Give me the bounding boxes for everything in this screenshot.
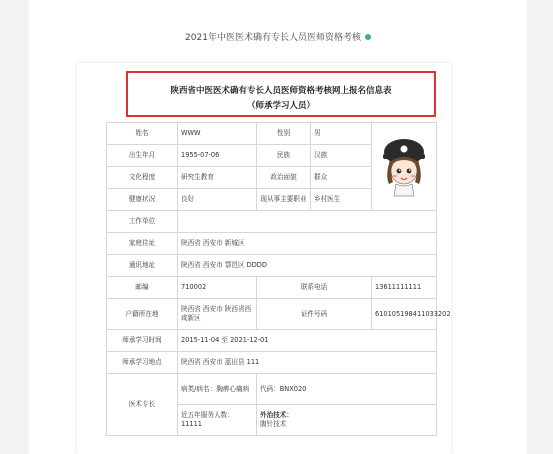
table-row — [107, 211, 437, 233]
ethnicity-label: 民族 — [257, 145, 311, 167]
hukou-label: 户籍所在地 — [107, 299, 178, 330]
study-time-value: 2015-11-04 至 2021-12-01 — [178, 330, 437, 352]
employer-label: 工作单位 — [107, 211, 178, 233]
info-table — [106, 122, 451, 436]
technique-label: 外治技术： — [260, 411, 293, 419]
specialty-label: 医术专长 — [107, 374, 178, 436]
phone-value: 13611111111 — [372, 277, 437, 299]
hukou-value: 陕西省 西安市 陕西省西咸新区 — [178, 299, 257, 330]
code-value: BNX020 — [279, 384, 307, 393]
education-label: 文化程度 — [107, 167, 178, 189]
code-label: 代码： — [260, 384, 280, 393]
name-label: 姓名 — [107, 123, 178, 145]
service-label: 近五年服务人数： — [181, 411, 234, 419]
job-label: 现从事主要职业 — [257, 189, 311, 211]
table-row — [107, 233, 437, 255]
mail-value: 陕西省 西安市 鄠邑区 DDDD — [178, 255, 437, 277]
table-row — [107, 277, 437, 299]
table-row — [107, 374, 437, 405]
disease-cell — [178, 374, 257, 405]
birth-label: 出生年月 — [107, 145, 178, 167]
technique-value: 腹针技术 — [260, 420, 287, 428]
gender-label: 性别 — [257, 123, 311, 145]
home-label: 家庭住址 — [107, 233, 178, 255]
disease-label: 病类/病名： — [181, 384, 217, 393]
study-place-label: 师承学习地点 — [107, 352, 178, 374]
job-value: 乡村医生 — [311, 189, 372, 211]
table-row — [107, 123, 437, 145]
status-dot-icon — [365, 34, 371, 40]
education-value: 研究生教育 — [178, 167, 257, 189]
code-cell — [257, 374, 437, 405]
exam-title — [29, 30, 527, 43]
table-row — [107, 299, 437, 330]
politics-value: 群众 — [311, 167, 372, 189]
technique-cell — [257, 405, 437, 436]
service-cell — [178, 405, 257, 436]
table-row — [107, 352, 437, 374]
gender-value: 男 — [311, 123, 372, 145]
id-label: 证件号码 — [257, 299, 372, 330]
photo-cell — [372, 123, 437, 211]
zip-value: 710002 — [178, 277, 257, 299]
exam-title-text: 2021年中医医术确有专长人员医师资格考核 — [185, 33, 361, 43]
form-title: 陕西省中医医术确有专长人员医师资格考核网上报名信息表 — [170, 86, 392, 96]
disease-value: 胸痹心痛病 — [216, 384, 250, 393]
health-value: 良好 — [178, 189, 257, 211]
phone-label: 联系电话 — [257, 277, 372, 299]
birth-value: 1955-07-06 — [178, 145, 257, 167]
id-value: 610105198411033202 — [372, 299, 437, 330]
study-place-value: 陕西省 西安市 蓝田县 111 — [178, 352, 437, 374]
form-header-highlight — [126, 71, 436, 117]
home-value: 陕西省 西安市 新城区 — [178, 233, 437, 255]
form-subtitle: （师承学习人员） — [246, 101, 315, 111]
zip-label: 邮编 — [107, 277, 178, 299]
table-row — [107, 255, 437, 277]
health-label: 健康状况 — [107, 189, 178, 211]
mail-label: 通讯地址 — [107, 255, 178, 277]
service-value: 11111 — [181, 420, 202, 428]
study-time-label: 师承学习时间 — [107, 330, 178, 352]
name-value: WWW — [178, 123, 257, 145]
employer-value — [178, 211, 437, 233]
politics-label: 政治面貌 — [257, 167, 311, 189]
table-row — [107, 330, 437, 352]
ethnicity-value: 汉族 — [311, 145, 372, 167]
cartoon-girl-avatar-icon — [378, 134, 430, 200]
